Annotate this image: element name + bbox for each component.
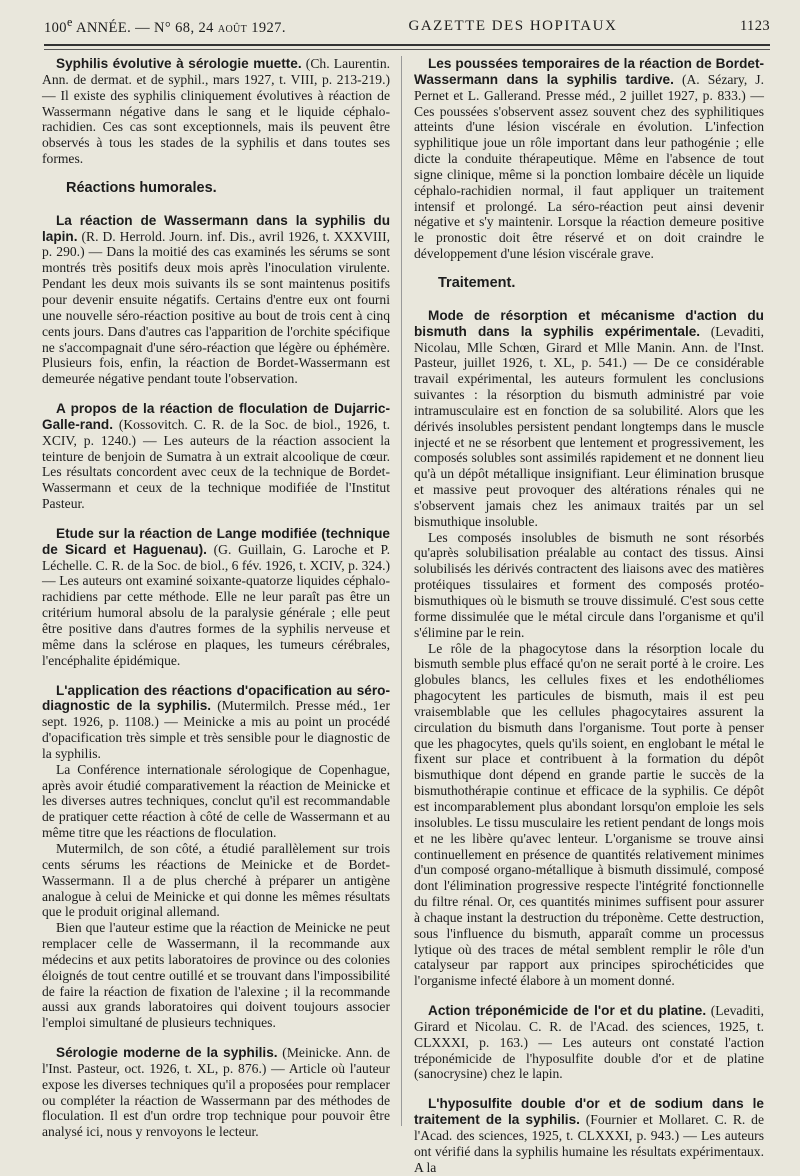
entry-body: — Les auteurs ont vérifié dans la syphilis humaine les résultats expérimentaux. A la: [414, 1128, 765, 1175]
header-rule: [44, 44, 770, 46]
paragraph: Mutermilch, de son côté, a étudié parallèlement sur trois cents sérums les réactions de Meinicke et de Bordet-Wassermann. Il a de plus cherché à préparer un antigène analogue à celui de Meinicke et qui donne les mêmes résultats que le produit original allemand.: [42, 840, 390, 920]
entry-body: — Meinicke a mis au point un procédé d'opacification très simple et très sensible pour le diagnostic de la syphilis.: [42, 714, 390, 761]
paragraph: Le rôle de la phagocytose dans la résorption locale du bismuth semble plus effacé qu'on ne serait porté à le croire. Les globules blancs, les cellules fixes et les endothéliomes phagocytent les particules de bismuth, mais il est peu vraisemblable que les cellules phagocytaires assurent la circulation du bismuth dans l'organisme. Tout porte à penser que les phagocytes, quels qu'ils soient, en englobant le métal le fixent sur place et contribuent à la formation du dépôt bismuthique dont dépend en grande partie le succès de la bismuthothérapie continue et efficace de la syphilis. Ce dépôt est incomparablement plus abondant lorsqu'on emploie les sels insolubles. Le tissu musculaire les retient pendant de longs mois et ne les libère qu'avec lenteur. L'organisme se trouve ainsi continuellement en présence de quantités relativement minimes d'un composé organo-métallique à bismuth dissimulé, composé dont l'élimination progressive respecte l'intégrité fonctionnelle du filtre rénal. Or, ces quantités minimes suffisent pour assurer à chaque instant la destruction du tréponème. Cette destruction, sous l'influence du bismuth, apparaît comme un processus lytique où des traces de métal semblent remplir le rôle d'un catalyseur par rapport aux principes spirochéticides que l'organisme infecté élabore à un moment donné.: [414, 640, 764, 989]
section-heading: Traitement.: [438, 274, 516, 291]
entry-title: Les poussées temporaires de la réaction de Bordet-Wassermann dans la syphilis tardive.: [414, 56, 764, 87]
entry-citation: (Levaditi, Nicolau, Mlle Schœn, Girard et Mlle Manin. Ann. de l'Inst. Pasteur, juillet 1926, t. XL, p. 541.): [414, 323, 764, 371]
entry-citation: (Mutermilch. Presse méd., 1er sept. 1926, p. 1108.): [42, 698, 390, 730]
entry-body: — Les auteurs ont examiné soixante-quatorze liquides céphalo-rachidiens par cette méthode. Elle ne leur paraît pas être un critérium humoral absolu de la paralysie générale ; elle peut être positive dans d'autres formes de la syphilis nerveuse et même dans la sclérose en plaques, les tumeurs cérébrales, l'encéphalite épidémique.: [42, 573, 390, 668]
abstract-entry: [414, 1003, 764, 1082]
abstract-entry: [42, 526, 390, 669]
entry-body: — Ces poussées s'observent assez souvent chez des syphilitiques atteints d'une lésion viscérale en évolution. L'infection syphilitique joue un rôle important dans leur pathogénie ; elle dicte la conduite thérapeutique. Même en l'absence de tout signe clinique, même si la ponction lombaire décèle un liquide céphalo-rachidien normal, il faut appliquer un traitement intensif et prolongé. La séro-réaction peut ainsi devenir négative et s'y maintenir. Lorsque la réaction demeure positive le pronostic doit être réservé et on doit craindre le développement d'une lésion viscérale grave.: [414, 87, 764, 262]
entry-title: L'hyposulfite double d'or et de sodium dans le traitement de la syphilis.: [414, 1096, 764, 1128]
abstract-entry: [414, 308, 764, 989]
entry-citation: (A. Sézary, J. Pernet et L. Gallerand. Presse méd., 2 juillet 1927, p. 833.): [414, 71, 764, 103]
abstract-entry: [414, 56, 764, 262]
entry-title: A propos de la réaction de floculation de Dujarric-Galle-rand.: [42, 401, 390, 432]
abstract-entry: [42, 56, 390, 167]
issue-info: 100e ANNÉE. — N° 68, 24 août 1927.: [44, 15, 286, 36]
left-column: [42, 56, 391, 1140]
entry-title: Syphilis évolutive à sérologie muette.: [56, 56, 302, 71]
entry-citation: (G. Guillain, G. Laroche et P. Léchelle. C. R. de la Soc. de biol., 6 fév. 1926, t. XCIV, p. 324.): [42, 541, 390, 573]
running-head: [44, 14, 770, 38]
paragraph: Bien que l'auteur estime que la réaction de Meinicke ne peut remplacer celle de Wassermann, il la recommande aux médecins et aux petits laboratoires de province ou des colonies éloignés de tout centre outillé et se trouvant dans l'impossibilité de faire la réaction de fixation de l'alexine ; il la recommande aussi aux grands laboratoires qui doivent toujours associer l'emploi simultané de plusieurs techniques.: [42, 920, 390, 1031]
entry-body: — Article où l'auteur expose les diverses techniques qu'il a proposées pour remplacer ou compléter la réaction de Wassermann par des méthodes de floculation. Il est d'un ordre trop technique pour pouvoir être analysé ici, nous y renvoyons le lecteur.: [42, 1060, 390, 1140]
header-rule-thin: [44, 49, 770, 50]
entry-citation: (Kossovitch. C. R. de la Soc. de biol., 1926, t. XCIV, p. 1240.): [42, 416, 390, 448]
page-number: 1123: [739, 17, 770, 34]
entry-citation: (Ch. Laurentin. Ann. de dermat. et de syphil., mars 1927, t. VIII, p. 213-219.): [42, 56, 391, 87]
entry-body: — Dans la moitié des cas examinés les sérums se sont montrés très positifs deux mois après l'inoculation virulente. Pendant les deux mois suivants ils se sont maintenus positifs pour devenir ensuite négatifs. Certains d'entre eux ont fourni une nouvelle séro-réaction positive au bout de trois cent à cinq cents jours. Dans d'autres cas l'apparition de l'orchite spécifique ne s'accompagnait d'une séro-réaction que légère ou éphémère. Plusieurs fois, enfin, la réaction de Bordet-Wassermann est demeurée négative pendant toute l'observation.: [42, 244, 390, 387]
abstract-entry: [42, 401, 390, 512]
abstract-entry: [42, 683, 390, 1032]
entry-citation: (Levaditi, Girard et Nicolau. C. R. de l'Acad. des sciences, 1925, t. CLXXXI, p. 163.): [414, 1003, 764, 1050]
entry-title: Mode de résorption et mécanisme d'action du bismuth dans la syphilis expérimentale.: [414, 307, 764, 339]
column-divider: [401, 56, 402, 1126]
entry-citation: (Meinicke. Ann. de l'Inst. Pasteur, oct. 1926, t. XL, p. 876.): [42, 1045, 390, 1076]
entry-body: — Les auteurs de la réaction associent la teinture de benjoin de Sumatra à un extrait alcoolique de cœur. Les résultats concordent avec ceux de la technique de Bordet-Wassermann et ceux de la technique modifiée de l'Institut Pasteur.: [42, 432, 391, 512]
entry-body: — Il existe des syphilis cliniquement évolutives à réaction de Wassermann négative dans le sang et le liquide céphalo-rachidien. Ces cas sont exceptionnels, mais ils peuvent être observés à tous les stades de la syphilis et dans toutes ses formes.: [42, 87, 390, 167]
paragraph: Les composés insolubles de bismuth ne sont résorbés qu'après solubilisation préalable au contact des tissus. Ainsi solubilisés les dérivés contractent des liaisons avec des matières protéiques tissulaires et forment des composés protéo-bismuthiques où le bismuth se trouve dissimulé. C'est sous cette forme dissimulée que le métal circule dans l'organisme et qu'il s'élimine par le rein.: [414, 529, 764, 640]
entry-title: Etude sur la réaction de Lange modifiée (technique de Sicard et Haguenau).: [42, 525, 390, 557]
entry-body: — Les auteurs ont constaté l'action tréponémicide de l'hyposulfite double d'or et de platine (sanocrysine) chez le lapin.: [414, 1034, 765, 1082]
entry-citation: (R. D. Herrold. Journ. inf. Dis., avril 1926, t. XXXVIII, p. 290.): [42, 228, 390, 260]
right-column: [414, 56, 765, 1175]
journal-title: GAZETTE DES HOPITAUX: [408, 17, 618, 34]
entry-title: Action tréponémicide de l'or et du platine.: [428, 1003, 707, 1019]
entry-title: La réaction de Wassermann dans la syphilis du lapin.: [42, 212, 390, 244]
entry-title: Sérologie moderne de la syphilis.: [56, 1045, 278, 1061]
section-heading: Réactions humorales.: [66, 179, 217, 196]
abstract-entry: [414, 1096, 764, 1175]
paragraph: La Conférence internationale sérologique de Copenhague, après avoir étudié comparativement la réaction de Meinicke et les diverses autres techniques, conclut qu'il est recommandable de pratiquer cette réaction à côté de celle de Wassermann et au même titre que les réactions de floculation.: [42, 761, 390, 841]
entry-citation: (Fournier et Mollaret. C. R. de l'Acad. des sciences, 1925, t. CLXXXI, p. 943.): [414, 1112, 764, 1143]
entry-title: L'application des réactions d'opacification au séro-diagnostic de la syphilis.: [42, 682, 390, 714]
abstract-entry: [42, 1045, 390, 1140]
abstract-entry: [42, 213, 390, 387]
entry-body: — De ce considérable travail expérimental, les auteurs formulent les conclusions suivantes : la résorption du bismuth administré par voie intramusculaire est en fonction de sa solubilité. Alors que les dérivés insolubles persistent pendant longtemps dans le muscle injecté et ne se résorbent que lentement et progressivement, les composés solubles sont assimilés rapidement et ne donnent lieu qu'à un dépôt métallique insignifiant. Leur élimination brusque et massive peut provoquer des altérations rénales qui ne s'observent jamais chez les animaux traités par un sel bismuthique insoluble.: [414, 355, 764, 529]
